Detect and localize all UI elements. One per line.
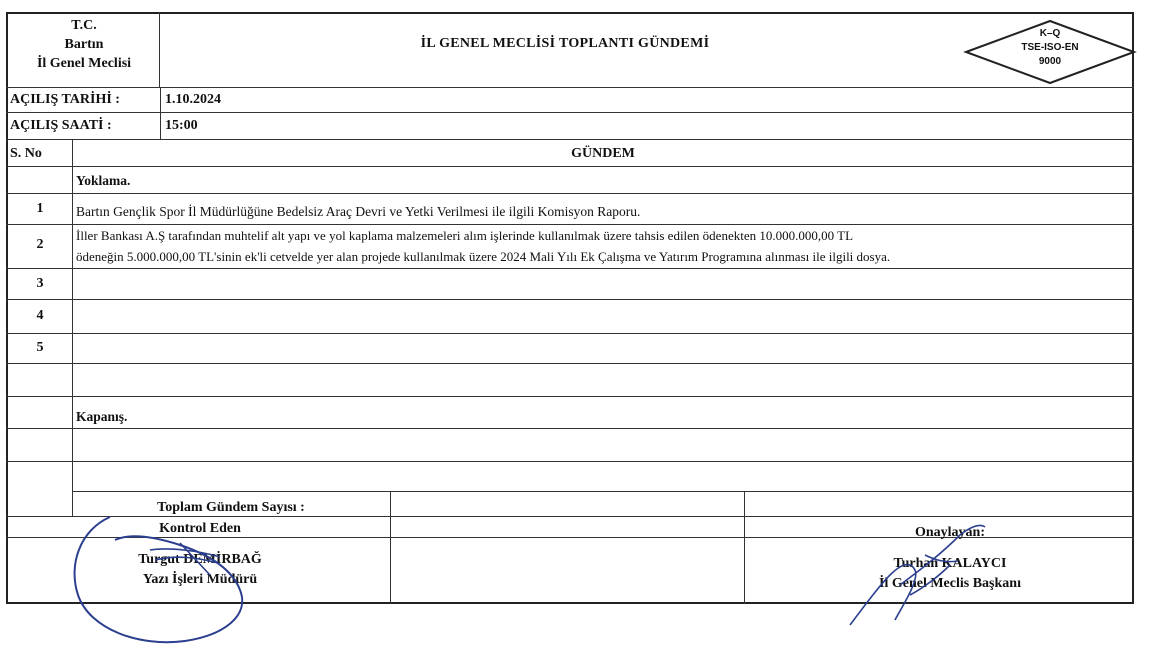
checker-name: Turgut DEMİRBAĞ bbox=[138, 552, 262, 567]
column-header-agenda: GÜNDEM bbox=[571, 146, 635, 161]
checker-title: Yazı İşleri Müdürü bbox=[142, 572, 258, 587]
column-header-no: S. No bbox=[10, 146, 42, 161]
cert-line-2: TSE-ISO-EN bbox=[1021, 42, 1079, 53]
approver-title: İl Genel Meclis Başkanı bbox=[879, 576, 1021, 591]
opening-date-value: 1.10.2024 bbox=[165, 92, 221, 107]
org-line-1: T.C. bbox=[71, 18, 97, 33]
agenda-row-number: 3 bbox=[36, 276, 44, 291]
opening-time-value: 15:00 bbox=[165, 118, 198, 133]
approver-role: Onaylayan: bbox=[914, 525, 985, 540]
cert-line-3: 9000 bbox=[1038, 56, 1062, 67]
cert-line-1: K–Q bbox=[1039, 28, 1061, 39]
agenda-row-number: 1 bbox=[36, 201, 44, 216]
document-title: İL GENEL MECLİSİ TOPLANTI GÜNDEMİ bbox=[420, 36, 710, 51]
agenda-row-number: 4 bbox=[36, 308, 44, 323]
org-line-3: İl Genel Meclisi bbox=[36, 56, 132, 71]
agenda-row-text-line2: ödeneğin 5.000.000,00 TL'sinin ek'li cetvelde yer alan projede kullanılmak üzere 2024 Mali Yılı Ek Çalışma ve Yatırım Programına alınması ile ilgili dosya. bbox=[76, 249, 891, 264]
checker-signature bbox=[60, 495, 290, 660]
agenda-row-text-line1: İller Bankası A.Ş tarafından muhtelif alt yapı ve yol kaplama malzemeleri alım işlerinde kullanılmak üzere tahsis edilen ödenekten 10.000.000,00 TL bbox=[76, 228, 854, 243]
approver-name: Turhan KALAYCI bbox=[893, 556, 1007, 571]
total-agenda-count-label: Toplam Gündem Sayısı : bbox=[157, 500, 305, 515]
agenda-row-number: 5 bbox=[36, 340, 44, 355]
org-line-2: Bartın bbox=[64, 37, 104, 52]
certification-seal bbox=[962, 18, 1138, 86]
checker-role: Kontrol Eden bbox=[159, 521, 241, 536]
opening-date-label: AÇILIŞ TARİHİ : bbox=[10, 92, 120, 107]
agenda-closing-item: Kapanış. bbox=[76, 409, 128, 424]
approver-signature bbox=[840, 515, 1000, 635]
agenda-row-text: Bartın Gençlik Spor İl Müdürlüğüne Bedelsiz Araç Devri ve Yetki Verilmesi ile ilgili Komisyon Raporu. bbox=[76, 204, 641, 219]
agenda-row-number: 2 bbox=[36, 237, 44, 252]
institution-block bbox=[8, 16, 160, 84]
agenda-opening-item: Yoklama. bbox=[76, 173, 131, 188]
opening-time-label: AÇILIŞ SAATİ : bbox=[10, 118, 112, 133]
